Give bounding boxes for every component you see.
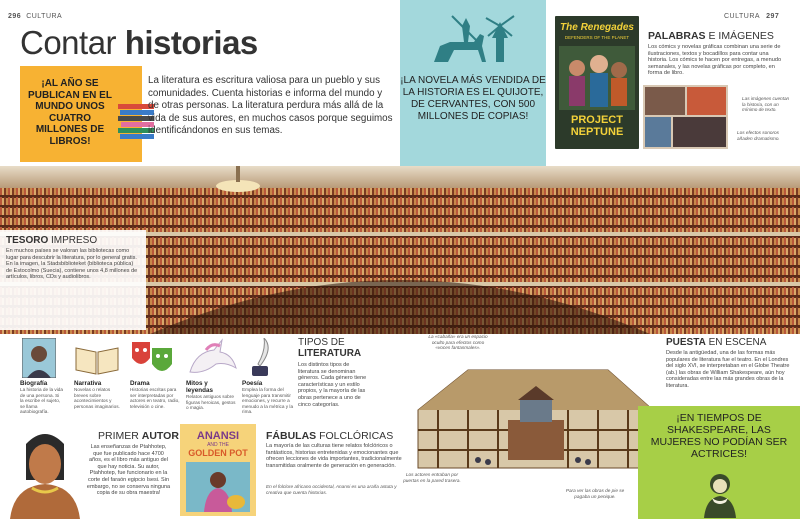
fact-box-shakespeare [638, 406, 800, 519]
anansi-illustration [186, 462, 250, 512]
globe-theatre-cutaway [408, 350, 660, 485]
fabulas-body: La mayoría de las culturas tiene relatos folclóricos o fantásticos, historias entretenidas y emocionantes que ofrecen lecciones de vida importantes, tradicionalmente transmitidas oralmente de generación en generación. [266, 443, 402, 469]
lit-desc-mitos: Relatos antiguos sobre figuras heroicas, gestos o magia. [186, 394, 236, 411]
fact-text-quixote: ¡LA NOVELA MÁS VENDIDA DE LA HISTORIA ES EL QUIJOTE, DE CERVANTES, CON 500 MILLONES DE COPIAS! [400, 75, 546, 122]
lit-desc-drama: Historias escritas para ser interpretadas por actores en teatro, radio, televisión o cine. [130, 387, 180, 409]
shakespeare-portrait-icon [702, 470, 738, 518]
globe-caption-bottom-right: Para ver las obras de pie se pagaba un penique. [565, 488, 625, 499]
page-number-right: CULTURA 297 [724, 13, 780, 20]
puesta-body: Desde la antigüedad, una de las formas más populares de literatura fue el teatro. En el Londres del siglo XVI, se interpretaban en el Globe Theatre (ab.) las obras de William Shakespeare, aún hoy consideradas entre las más grandes obras de la literatura. [666, 350, 790, 389]
biography-portrait-icon [22, 338, 56, 378]
lit-desc-narrativa: Novelas o relatos breves sobre acontecimientos y personas imaginarios. [74, 387, 120, 409]
globe-caption-top: La «cabaña» era un espacio oculto para efectos como «voces fantasmales». [428, 334, 488, 351]
anansi-subtitle: AND THE [207, 442, 229, 448]
globe-caption-bottom-left: Los actores entraban por puertas en la pared trasera. [403, 472, 461, 483]
fact-text-books: ¡AL AÑO SE PUBLICAN EN EL MUNDO UNOS CUATRO MILLONES DE LIBROS! [28, 78, 112, 147]
comic-cover-subtitle: DEFENDERS OF THE PLANET [564, 35, 630, 40]
caption-images: Las imágenes cuentan la historia, con un mínimo de texto. [742, 96, 790, 113]
anansi-title: ANANSI [196, 430, 240, 442]
unicorn-icon [186, 338, 240, 378]
caption-effects: Los efectos sonoros añaden dramatismo. [737, 130, 780, 141]
comic-cover-project: PROJECT NEPTUNE [570, 114, 624, 138]
lit-desc-biografia: La historia de la vida de una persona. Si la escribe el sujeto, se llama autobiografía. [20, 387, 63, 415]
page-title: Contar historias [20, 24, 258, 61]
anansi-book-cover [180, 424, 256, 516]
fabulas-caption: En el folclore africano occidental, Anansi es una araña astuta y creativa que cuenta historias. [266, 484, 397, 495]
quill-inkpot-icon [246, 338, 276, 378]
open-book-icon [74, 342, 120, 376]
fact-box-quixote [400, 0, 546, 166]
primer-autor-heading: PRIMER AUTOR [98, 430, 179, 442]
tesoro-body: En muchos países se valoran las bibliotecas como lugar para descubrir la literatura, por lo general gratis. En la imagen, la Stadsbiblioteket (biblioteca pública) de Estocolmo (Suecia), contiene unos 4,8 millones de artículos, libros, CDs y audiolibros. [6, 248, 138, 281]
primer-autor-body: Las enseñanzas de Ptahhotep, que fue publicado hace 4700 años, es el libro más antiguo del que hay noticia. Su autor, Ptahhotep, fue funcionario en la corte del faraón egipcio Isesi. Sin embargo, no se conserva ninguna copia de su obra maestra! [86, 444, 171, 497]
tipos-body: Los distintos tipos de literatura se denominan géneros. Cada género tiene características y un estilo propios, y la mayoría de las obras pertenece a uno de cinco categorías. [298, 362, 367, 408]
theater-masks-icon [130, 338, 176, 378]
lit-name-poesia: Poesía [242, 380, 263, 387]
lit-name-drama: Drama [130, 380, 150, 387]
comic-page-panels [643, 85, 728, 149]
ptahhotep-statue-image [6, 420, 84, 519]
page-number-left: 296 CULTURA [8, 13, 63, 20]
comic-heroes-illustration [559, 46, 635, 110]
tipos-heading: TIPOS DE LITERATURA [298, 337, 362, 359]
tesoro-heading: TESORO IMPRESO [6, 235, 98, 246]
don-quixote-silhouette-icon [428, 12, 518, 68]
anansi-golden-pot: GOLDEN POT [188, 448, 248, 458]
comics-body: Los cómics y novelas gráficas combinan una serie de ilustraciones, textos y bocadillos para contar una historia. Los cómics te hacen por entregas, a menudo semanales, y las novelas gráficas por completo, en forma de libro. [648, 44, 782, 77]
comic-cover-title: The Renegades [560, 22, 634, 33]
intro-paragraph: La literatura es escritura valiosa para un pueblo y sus comunidades. Cuenta historias e informa del mundo y de otras personas. La literatura perdura más allá de la vida de sus autores, en muchos casos porque seguimos identificándonos en sus temas. [148, 75, 393, 137]
fact-box-books [20, 66, 142, 162]
lit-name-mitos: Mitos y leyendas [186, 380, 213, 394]
lit-name-biografia: Biografía [20, 380, 48, 387]
lit-desc-poesia: Emplea la forma del lenguaje para transmitir emociones, y recurre a menudo a la métrica y la rima. [242, 387, 294, 415]
comic-cover-image [555, 16, 639, 149]
tesoro-caption-box [0, 230, 146, 330]
fact-text-shakespeare: ¡EN TIEMPOS DE SHAKESPEARE, LAS MUJERES NO PODÍAN SER ACTRICES! [650, 412, 788, 460]
fabulas-heading: FÁBULAS FOLCLÓRICAS [266, 430, 394, 442]
puesta-heading: PUESTA EN ESCENA [666, 337, 767, 348]
comics-heading: PALABRAS E IMÁGENES [648, 30, 774, 42]
lit-name-narrativa: Narrativa [74, 380, 102, 387]
